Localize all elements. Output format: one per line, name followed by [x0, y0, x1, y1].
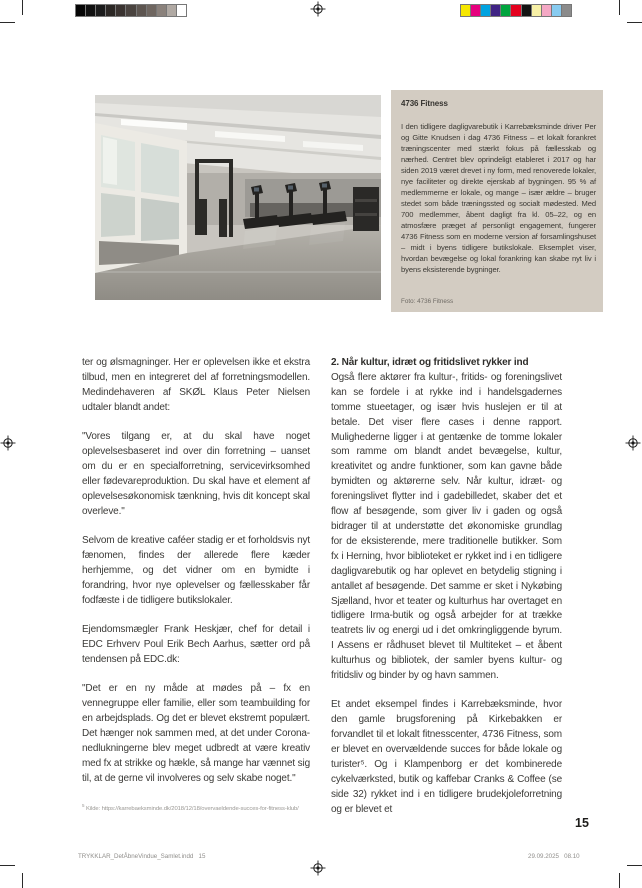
body-paragraph: "Det er en ny måde at mødes på – fx en vennegruppe eller familie, eller som teambuilding for en arbejdsplads. Og det er blevet ekstremt populært. Det hænger nok sammen med, at det under Corona-nedlukningerne blev meget udbredt at være kreativ med fx at strikke og hækle, så mange har vænnet sig til, at de gerne vil involveres og selv skabe noget." — [82, 683, 310, 784]
gym-photo-illustration — [95, 95, 381, 300]
fact-box — [391, 90, 603, 312]
calibration-swatch — [532, 5, 542, 16]
calibration-swatch — [76, 5, 86, 16]
calibration-swatch — [511, 5, 521, 16]
calibration-swatch — [147, 5, 157, 16]
footnote — [82, 803, 299, 812]
body-paragraph: ter og ølsmagninger. Her er oplevelsen ikke et ekstra tilbud, men en integreret del af forretningsmodellen. Medindehaveren af SKØL Klaus Peter Nielsen udtaler blandt andet: — [82, 357, 310, 413]
calibration-swatch — [471, 5, 481, 16]
calibration-swatch — [116, 5, 126, 16]
calibration-swatch — [86, 5, 96, 16]
right-column-paragraphs — [331, 371, 562, 818]
right-text-column — [331, 356, 562, 818]
crop-mark — [627, 865, 642, 866]
crop-mark — [619, 873, 620, 888]
page-number: 15 — [575, 816, 589, 830]
calibration-swatch — [126, 5, 136, 16]
imprint-file-info: TRYKKLAR_DetÅbneVindue_Samlet.indd 15 — [78, 853, 206, 860]
registration-mark-top — [310, 1, 326, 17]
left-text-column — [82, 356, 310, 787]
calibration-swatch — [167, 5, 177, 16]
grayscale-calibration-bar — [75, 4, 187, 17]
calibration-swatch — [96, 5, 106, 16]
crop-mark — [0, 865, 15, 866]
crop-mark — [22, 0, 23, 15]
body-paragraph: Selvom de kreative caféer stadig er et forholdsvis nyt fænomen, findes der allerede flere kæder herhjemme, og det vidner om en bymidte i forandring, hvor nye oplevelser og fællesskaber får fodfæste i de tidligere butikslokaler. — [82, 535, 310, 606]
registration-mark-right — [625, 435, 641, 451]
fact-box-title: 4736 Fitness — [401, 99, 448, 108]
calibration-swatch — [106, 5, 116, 16]
crop-mark — [0, 22, 15, 23]
color-calibration-bar — [460, 4, 572, 17]
body-paragraph: Også flere aktører fra kultur-, fritids- og foreningslivet kan se fordele i at rykke ind i handelsgadernes tomme stueetager, og især hvis huslejen er til at betale. Det viser flere cases i denne rapport. Mulighederne ligger i at gentænke de tomme lokaler som ramme om blandt andet bevægelse, kultur, kreativitet og andre funktioner, som kan gavne både bymidten og aktørerne selv. Når kultur, idræt- og foreningslivet flytter ind i gadebilledet, skaber det et flow af besøgende, som giver liv i gaden og også bidrager til at understøtte det økonomiske grundlag for de eksisterende, mere traditionelle butikker. Som fx i Herning, hvor biblioteket er rykket ind i en tidligere dagligvarebutik og har oplevet en betydelig stigning i antallet af besøgende. Det samme er sket i Nykøbing Sjælland, hvor et teater og kulturhus har overtaget en tidligere Irma-butik og også arbejder for at trække teatrets liv og energi ud i det omkringliggende byrum. I Assens er rådhuset blevet til Multiteket – et åbent kulturhus og bibliotek, der samler byens kultur- og fritidsliv og binder by og havn sammen. — [331, 371, 562, 682]
registration-mark-left — [0, 435, 16, 451]
registration-mark-bottom — [310, 860, 326, 876]
fact-box-text: I den tidligere dagligvarebutik i Karrebæksminde driver Per og Gitte Knudsen i dag 4736 Fitness – et lokalt forankret træningscenter med stærkt fokus på fællesskab og nærhed. Centret blev oprindeligt etableret i 2017 og har siden 2019 været drevet i ny form, med renoverede lokaler, nye faciliteter og direkte ejerskab af bygningen. 95 % af medlemmerne er lokale, og mange – især ældre – bruger stedet som både træningssted og socialt mødested. Med 700 medlemmer, åbent dagligt fra kl. 05–22, og en atmosfære præget af personligt engagement, fungerer 4736 Fitness som en moderne version af forsamlingshuset – midt i byens tidligere butikslokale. Eksemplet viser, hvordan bevægelse og lokal forankring kan skabe nyt liv i byens eksisterende bygninger. — [401, 122, 596, 274]
footnote-marker: 5 — [82, 803, 85, 808]
calibration-swatch — [461, 5, 471, 16]
body-paragraph: "Vores tilgang er, at du skal have noget oplevelsesbaseret ind over din forretning – uanset om du er en specialforretning, servicevirksomhed eller fødevareproduktion. Du skal have et element af oplevelsesøkonomisk tænkning, hvis dit koncept skal overleve." — [82, 431, 310, 517]
body-paragraph: Et andet eksempel findes i Karrebæksminde, hvor den gamle brugsforening på Kirkebakken er forvandlet til et lokalt fitnesscenter, 4736 Fitness, som er blevet en overvældende succes for både lokale og turister⁵. Og i Klampenborg er det kombinerede cykelværksted, butik og kaffebar Cranks & Coffee (se side 32) rykket ind i en tidligere brudekjoleforretning og er blevet et — [331, 699, 562, 815]
calibration-swatch — [137, 5, 147, 16]
calibration-swatch — [177, 5, 186, 16]
calibration-swatch — [522, 5, 532, 16]
gym-photo — [95, 95, 381, 300]
crop-mark — [627, 22, 642, 23]
imprint-timestamp: 29.09.2025 08.10 — [528, 853, 580, 860]
calibration-swatch — [562, 5, 571, 16]
crop-mark — [619, 0, 620, 15]
calibration-swatch — [552, 5, 562, 16]
calibration-swatch — [501, 5, 511, 16]
body-paragraph: Ejendomsmægler Frank Heskjær, chef for detail i EDC Erhverv Poul Erik Bech Aarhus, sætter ord på tendensen på EDC.dk: — [82, 624, 310, 665]
calibration-swatch — [481, 5, 491, 16]
calibration-swatch — [542, 5, 552, 16]
section-heading: 2. Når kultur, idræt og fritidslivet rykker ind — [331, 357, 529, 368]
crop-mark — [22, 873, 23, 888]
photo-credit: Foto: 4736 Fitness — [401, 298, 454, 305]
footnote-text: Kilde: https://karrebaeksminde.dk/2018/12/18/overvaeldende-succes-for-fitness-klub/ — [84, 805, 299, 812]
calibration-swatch — [491, 5, 501, 16]
calibration-swatch — [157, 5, 167, 16]
